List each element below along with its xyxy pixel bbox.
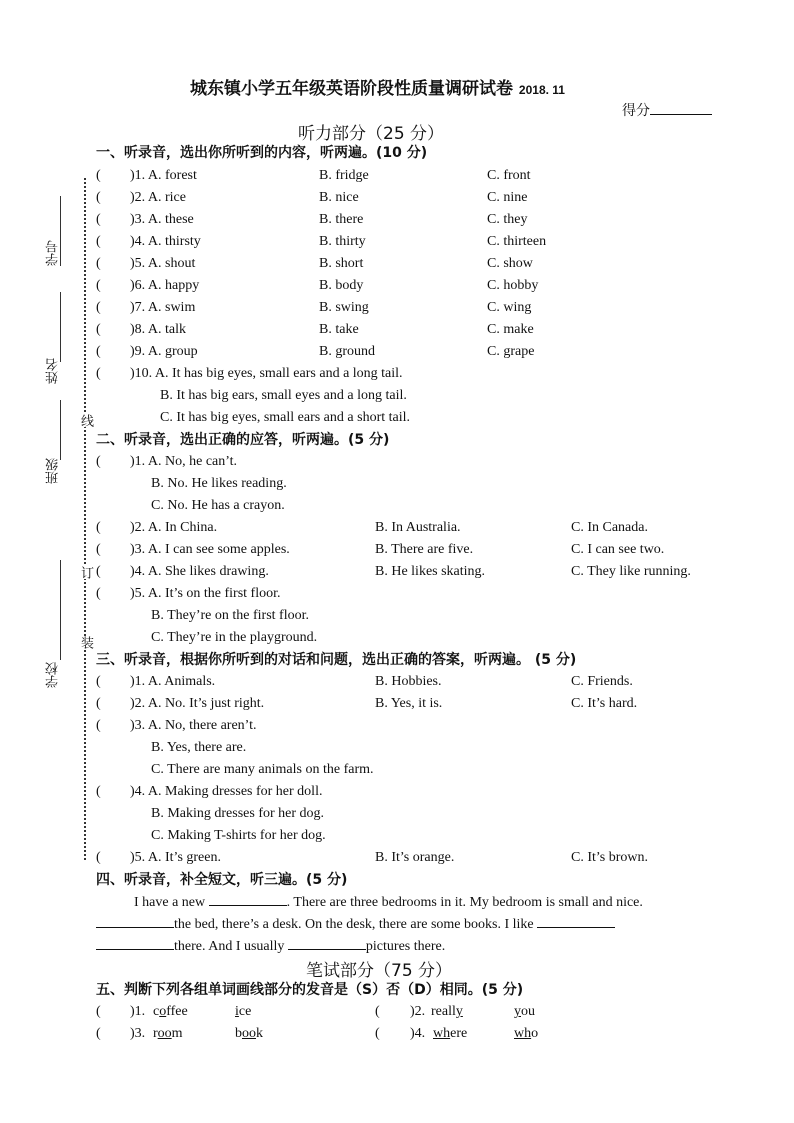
s3-q3-c: C. There are many animals on the farm.: [151, 762, 374, 777]
s3-q3: (: [96, 718, 101, 733]
s5-q1-num: )1.: [130, 1004, 146, 1019]
s2-q5-c: C. They’re in the playground.: [151, 630, 318, 645]
exam-date: 2018. 11: [518, 83, 565, 97]
s5-q2: (: [375, 1004, 380, 1019]
s5-q1-w1-post: ffee: [166, 1004, 188, 1019]
exam-title: [190, 74, 565, 99]
s1-q6-c: C. hobby: [487, 278, 539, 293]
s3-q3-b: B. Yes, there are.: [151, 740, 247, 755]
s3-q5-a: )5. A. It’s green.: [130, 850, 221, 865]
s5-q4: (: [375, 1026, 380, 1041]
s3-q4-b: B. Making dresses for her dog.: [151, 806, 325, 821]
s1-q3-b: B. there: [319, 212, 364, 227]
s2-q3-c: C. I can see two.: [571, 542, 665, 557]
s3-q2-b: B. Yes, it is.: [375, 696, 443, 711]
s1-q10: (: [96, 366, 101, 381]
s1-q2-c: C. nine: [487, 190, 528, 205]
s3-q1: (: [96, 674, 101, 689]
s1-q4-c: C. thirteen: [487, 234, 547, 249]
s1-q2: (: [96, 190, 101, 205]
s2-q3: (: [96, 542, 101, 557]
s3-q5-c: C. It’s brown.: [571, 850, 648, 865]
s4-blank-2[interactable]: [96, 913, 174, 928]
name-label: 姓名: [46, 358, 61, 384]
s4-blank-3[interactable]: [537, 913, 615, 928]
school-label: 学校: [46, 662, 61, 688]
section2-title: 二、听录音，选出正确的应答，听两遍。(5 分): [96, 432, 390, 448]
s2-q2: (: [96, 520, 101, 535]
cut-mark-line: 线: [78, 414, 93, 427]
s1-q8-c: C. make: [487, 322, 534, 337]
section3-title: 三、听录音，根据你所听到的对话和问题，选出正确的答案，听两遍。 (5 分): [96, 652, 577, 668]
s1-q2-a: )2. A. rice: [130, 190, 186, 205]
s2-q4-c: C. They like running.: [571, 564, 691, 579]
s3-q2-a: )2. A. No. It’s just right.: [130, 696, 265, 711]
s2-q1-b: B. No. He likes reading.: [151, 476, 287, 491]
s3-q3-a: )3. A. No, there aren’t.: [130, 718, 257, 733]
s5-q4-w1-post: ere: [450, 1026, 468, 1041]
s5-q3-w1-under: oo: [157, 1026, 172, 1041]
s3-q1-a: )1. A. Animals.: [130, 674, 216, 689]
s5-q3-word2: [235, 1023, 263, 1045]
s1-q1-a: )1. A. forest: [130, 168, 197, 183]
class-label: 班级: [46, 458, 61, 484]
s1-q3: (: [96, 212, 101, 227]
s2-q2-c: C. In Canada.: [571, 520, 648, 535]
s5-q3-w1-post: m: [171, 1026, 183, 1041]
s4-line1: [134, 891, 643, 914]
s4-line2: [96, 913, 615, 936]
s1-q7-a: )7. A. swim: [130, 300, 196, 315]
s1-q10-a: )10. A. It has big eyes, small ears and a long tail.: [130, 366, 403, 381]
s1-q9-c: C. grape: [487, 344, 535, 359]
writing-heading: 笔试部分（75 分）: [306, 961, 453, 981]
s3-q4-c: C. Making T-shirts for her dog.: [151, 828, 326, 843]
s2-q3-a: )3. A. I can see some apples.: [130, 542, 290, 557]
s5-q2-num: )2.: [410, 1004, 426, 1019]
s4-text-1a: I have a new: [134, 895, 206, 910]
s1-q4-a: )4. A. thirsty: [130, 234, 201, 249]
s4-text-2a: the bed, there’s a desk. On the desk, there are some books. I like: [174, 917, 534, 932]
s1-q4: (: [96, 234, 101, 249]
section5-title: 五、判断下列各组单词画线部分的发音是（S）否（D）相同。(5 分): [96, 982, 524, 998]
s1-q5-c: C. show: [487, 256, 533, 271]
s1-q1-b: B. fridge: [319, 168, 369, 183]
s2-q5: (: [96, 586, 101, 601]
s5-q1-w2-under: i: [235, 1004, 239, 1019]
s4-text-1b: . There are three bedrooms in it. My bedroom is small and nice.: [286, 895, 643, 910]
s5-q3-w2-post: k: [256, 1026, 263, 1041]
s2-q2-b: B. In Australia.: [375, 520, 461, 535]
s5-q3-w2-pre: b: [235, 1026, 242, 1041]
s1-q6-b: B. body: [319, 278, 364, 293]
s2-q4: (: [96, 564, 101, 579]
s5-q2-w1-pre: reall: [431, 1004, 456, 1019]
s5-q2-w2-under: y: [514, 1004, 521, 1019]
s1-q7-b: B. swing: [319, 300, 369, 315]
s1-q9: (: [96, 344, 101, 359]
s3-q2-c: C. It’s hard.: [571, 696, 638, 711]
s1-q8-a: )8. A. talk: [130, 322, 186, 337]
s5-q3: (: [96, 1026, 101, 1041]
s5-q4-word1: [433, 1023, 467, 1045]
s5-q4-w2-under: wh: [514, 1026, 532, 1041]
s5-q1: (: [96, 1004, 101, 1019]
section4-title: 四、听录音，补全短文，听三遍。(5 分): [96, 872, 348, 888]
s1-q8: (: [96, 322, 101, 337]
s5-q2-word2: [514, 1001, 535, 1023]
s3-q5-b: B. It’s orange.: [375, 850, 455, 865]
s2-q4-b: B. He likes skating.: [375, 564, 486, 579]
s5-q3-w1-pre: r: [153, 1026, 158, 1041]
s3-q4: (: [96, 784, 101, 799]
binding-dotted-line: [84, 178, 86, 860]
s2-q3-b: B. There are five.: [375, 542, 474, 557]
s5-q1-w1-pre: c: [153, 1004, 160, 1019]
s5-q1-word2: [235, 1001, 251, 1023]
s5-q2-word1: [431, 1001, 463, 1023]
s4-line3: [96, 935, 445, 958]
exam-title-text: 城东镇小学五年级英语阶段性质量调研试卷: [190, 79, 513, 99]
s4-blank-4[interactable]: [96, 935, 174, 950]
s1-q9-b: B. ground: [319, 344, 375, 359]
s1-q7: (: [96, 300, 101, 315]
s1-q9-a: )9. A. group: [130, 344, 198, 359]
score-blank[interactable]: [650, 100, 712, 115]
s1-q5: (: [96, 256, 101, 271]
name-line: [60, 292, 61, 362]
s4-text-3a: there. And I usually: [174, 939, 285, 954]
s5-q3-w2-under: oo: [242, 1026, 256, 1041]
s1-q5-a: )5. A. shout: [130, 256, 196, 271]
s1-q3-a: )3. A. these: [130, 212, 194, 227]
score-field: [622, 100, 712, 120]
s2-q2-a: )2. A. In China.: [130, 520, 218, 535]
student-id-label: 学号: [46, 240, 61, 266]
s1-q4-b: B. thirty: [319, 234, 366, 249]
s2-q4-a: )4. A. She likes drawing.: [130, 564, 269, 579]
s1-q2-b: B. nice: [319, 190, 359, 205]
s5-q4-word2: [514, 1023, 538, 1045]
cut-mark-bind: 订: [78, 566, 93, 579]
s1-q6-a: )6. A. happy: [130, 278, 200, 293]
s1-q1-c: C. front: [487, 168, 531, 183]
s5-q2-w2-post: ou: [521, 1004, 535, 1019]
s5-q3-word1: [153, 1023, 183, 1045]
s5-q1-word1: [153, 1001, 188, 1023]
s4-blank-1[interactable]: [209, 891, 287, 906]
s2-q5-b: B. They’re on the first floor.: [151, 608, 309, 623]
s5-q3-num: )3.: [130, 1026, 146, 1041]
s1-q6: (: [96, 278, 101, 293]
s5-q1-w2-post: ce: [238, 1004, 252, 1019]
s2-q1: (: [96, 454, 101, 469]
s1-q3-c: C. they: [487, 212, 528, 227]
s2-q1-c: C. No. He has a crayon.: [151, 498, 285, 513]
school-line: [60, 560, 61, 660]
s3-q4-a: )4. A. Making dresses for her doll.: [130, 784, 323, 799]
s4-text-3b: pictures there.: [365, 939, 446, 954]
s2-q5-a: )5. A. It’s on the first floor.: [130, 586, 281, 601]
s1-q10-c: C. It has big eyes, small ears and a short tail.: [160, 410, 410, 425]
score-label: 得分: [622, 103, 650, 119]
section1-title: 一、听录音，选出你所听到的内容，听两遍。(10 分): [96, 145, 428, 161]
class-line: [60, 400, 61, 460]
s1-q7-c: C. wing: [487, 300, 532, 315]
cut-mark-install: 装: [78, 636, 93, 649]
s1-q5-b: B. short: [319, 256, 364, 271]
s3-q2: (: [96, 696, 101, 711]
s3-q5: (: [96, 850, 101, 865]
s5-q4-w1-under: wh: [433, 1026, 451, 1041]
listening-heading: 听力部分（25 分）: [298, 124, 445, 144]
s1-q1: (: [96, 168, 101, 183]
s1-q8-b: B. take: [319, 322, 359, 337]
s5-q1-w1-under: o: [159, 1004, 167, 1019]
s4-blank-5[interactable]: [288, 935, 366, 950]
s1-q10-b: B. It has big ears, small eyes and a long tail.: [160, 388, 407, 403]
s2-q1-a: )1. A. No, he can’t.: [130, 454, 238, 469]
s3-q1-b: B. Hobbies.: [375, 674, 442, 689]
s5-q4-w2-post: o: [531, 1026, 539, 1041]
s5-q4-num: )4.: [410, 1026, 426, 1041]
s3-q1-c: C. Friends.: [571, 674, 633, 689]
s5-q2-w1-under: y: [455, 1004, 463, 1019]
